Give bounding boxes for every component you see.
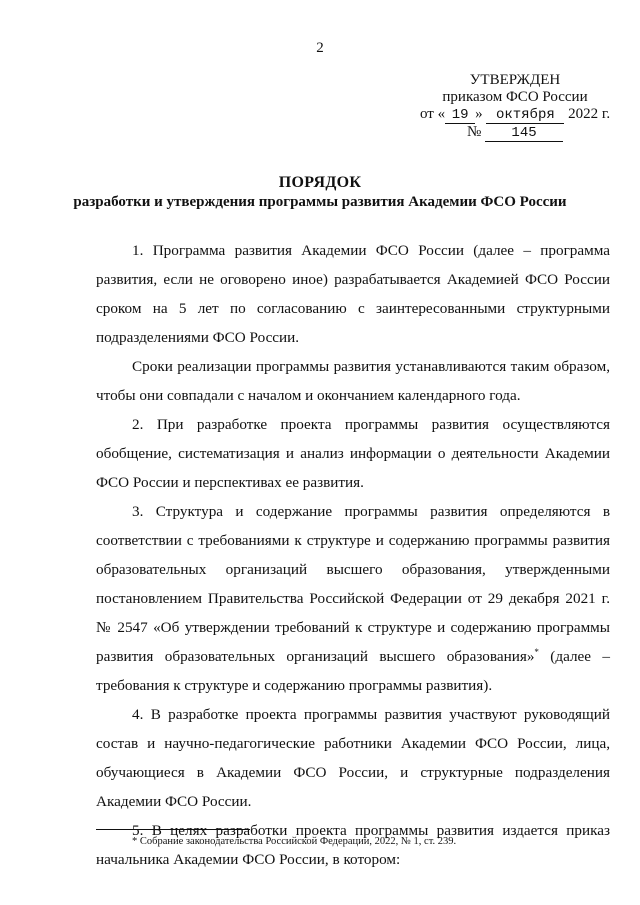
paragraph-3-tail: (далее – требования к структуре и содержанию программы развития). [96, 648, 610, 694]
footnote-mark: * [534, 646, 539, 657]
document-body [96, 236, 610, 874]
page-number: 2 [316, 40, 324, 56]
document-title: ПОРЯДОК [278, 174, 362, 191]
paragraph-4: 4. В разработке проекта программы развития участвуют руководящий состав и научно-педагогические работники Академии ФСО России, лица, обучающиеся в Академии ФСО России, и структурные подразделения Академии ФСО России. [96, 706, 610, 810]
approved-label: УТВЕРЖДЕН [469, 72, 561, 88]
date-year: 2022 г. [568, 106, 611, 122]
approval-stamp [420, 72, 610, 142]
paragraph-2: 2. При разработке проекта программы развития осуществляются обобщение, систематизация и анализ информации о деятельности Академии ФСО России и перспективах ее развития. [96, 416, 610, 491]
date-day: 19 [445, 108, 475, 124]
date-month: октября [486, 108, 564, 124]
paragraph-1: 1. Программа развития Академии ФСО России (далее – программа развития, если не оговорено иное) разрабатывается Академией ФСО России сроком на 5 лет по согласованию с заинтересованными структурными подразделениями ФСО России. [96, 242, 610, 346]
document-subtitle: разработки и утверждения программы развития Академии ФСО России [73, 194, 567, 210]
footnote-divider [96, 829, 250, 830]
order-number: 145 [485, 126, 563, 142]
paragraph-3 [96, 497, 610, 700]
paragraph-5: 5. В целях разработки проекта программы развития издается приказ начальника Академии ФСО России, в котором: [96, 822, 610, 868]
approved-by-order: приказом ФСО России [442, 89, 588, 105]
date-prefix: от « [420, 106, 446, 122]
approval-number [420, 124, 610, 142]
paragraph-3-text: 3. Структура и содержание программы развития определяются в соответствии с требованиями к структуре и содержанию программы развития образовательных организаций высшего образования, утвержденными постановлением Правительства Российской Федерации от 29 декабря 2021 г. № 2547 «Об утверждении требований к структуре и содержанию программы развития образовательных организаций высшего образования» [96, 503, 610, 665]
number-prefix: № [466, 124, 482, 140]
date-mid: » [475, 106, 483, 122]
paragraph-1-continued: Сроки реализации программы развития устанавливаются таким образом, чтобы они совпадали с началом и окончанием календарного года. [96, 358, 610, 404]
approval-date [420, 106, 610, 124]
footnote: * Собрание законодательства Российской Федерации, 2022, № 1, ст. 239. [132, 836, 457, 847]
